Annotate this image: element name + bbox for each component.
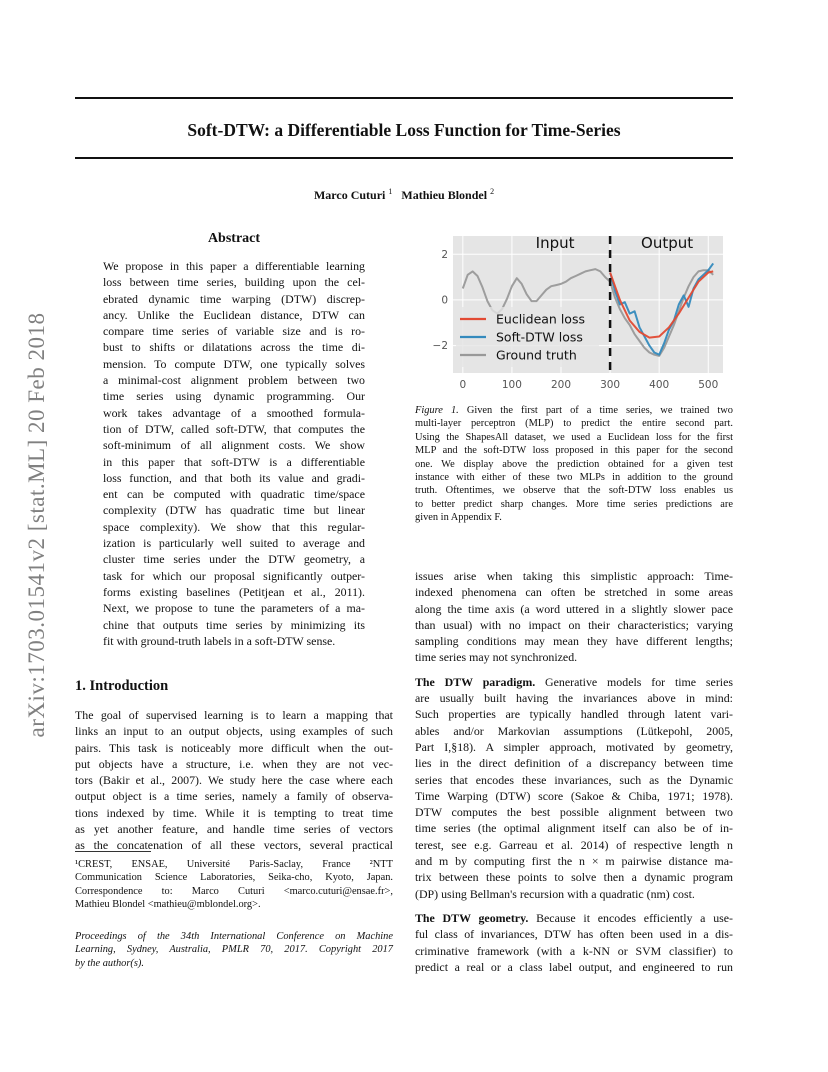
text-line: compare time series of variable size and is ro- <box>103 324 365 339</box>
abstract-heading: Abstract <box>207 231 261 246</box>
paragraph-heading: The DTW geometry. <box>415 910 529 925</box>
caption-line: to better predict sharp changes. More time series predictions are <box>415 498 733 510</box>
annotation-input: Input <box>535 234 575 252</box>
text-line: chine that outputs time series by minimizing its <box>103 617 365 632</box>
text-line: as yet another feature, and handle time series of vectors <box>75 822 393 837</box>
caption-line <box>415 404 733 417</box>
abstract-body <box>103 258 365 649</box>
text-line: lies in the direct definition of a discrepancy between time <box>415 756 733 771</box>
text-line: fit with ground-truth labels in a soft-DTW sense. <box>103 633 336 648</box>
text-line: (DP) using Bellman's recursion with a quadratic (nm) cost. <box>415 886 695 901</box>
footnote-rule <box>75 851 151 852</box>
text-line: soft-minimum of all alignment costs. We show <box>103 438 365 453</box>
section-heading-introduction: 1. Introduction <box>75 678 169 694</box>
text-line: pairs. This task is noticeably more difficult when the out- <box>75 740 393 755</box>
text-line: tion of DTW, called soft-DTW, that computes the <box>103 421 365 436</box>
x-tick-label: 500 <box>698 379 719 391</box>
text-line: task for which our proposal significantly outper- <box>103 568 365 583</box>
annotation-output: Output <box>641 234 694 252</box>
paragraph-lines <box>415 926 733 975</box>
text-line: Next, we propose to tune the parameters of a ma- <box>103 601 365 616</box>
text-line: Such properties are typically handled through latent vari- <box>415 707 733 722</box>
text-line: sampling conditions may mean they have different lengths; <box>415 634 733 649</box>
text-line: bust to shifts or dilatations across the time di- <box>103 340 365 355</box>
text-line: as the concatenation of all these vectors, several practical <box>75 838 393 853</box>
caption-line-text: Given the first part of a time series, we trained two <box>458 405 733 416</box>
figure-1-chart <box>415 228 733 405</box>
legend-label: Soft-DTW loss <box>496 329 583 345</box>
text-line: links an input to an output objects, using examples of such <box>75 724 393 739</box>
author-affiliation: 2 <box>490 187 495 196</box>
text-line: ables and/or Markovian assumptions (Lütkepohl, 2005, <box>415 723 733 738</box>
author-affiliation: 1 <box>388 187 393 196</box>
text-line: in this paper that soft-DTW is a differentiable <box>103 454 365 469</box>
caption-line: one. We display above the prediction obtained for a given test <box>415 458 733 470</box>
text-line: The goal of supervised learning is to learn a mapping that <box>75 708 393 722</box>
text-line: put objects have a structure, i.e. when they are not vec- <box>75 756 393 771</box>
text-line: cluster time series under the DTW geometry, a <box>103 552 365 567</box>
x-tick-label: 200 <box>550 379 572 391</box>
text-line: forms existing baselines (Petitjean et al., 2011). <box>103 584 365 599</box>
text-line: indexed phenomena can often be stretched in some areas <box>415 585 733 600</box>
text-line: complexity (DTW has quadratic time but linear <box>103 503 365 518</box>
arxiv-stamp-text: arXiv:1703.01541v2 [stat.ML] 20 Feb 2018 <box>24 312 49 738</box>
text-line: DTW computes the best possible alignment between two <box>415 805 733 820</box>
text-line: and m by computing first the n × m pairwise distance ma- <box>415 854 733 869</box>
text-line: mension. To compute DTW, one typically solves <box>103 356 365 371</box>
text-line: predict a real or a class label output, and engineered to run <box>415 959 733 974</box>
text-line: space complexity). We show that this regular- <box>103 519 365 534</box>
paragraph-heading: The DTW paradigm. <box>415 674 536 689</box>
paragraph-line <box>415 674 733 690</box>
footnote <box>75 858 393 912</box>
abstract-text <box>103 258 365 649</box>
text-line: a minimal-cost alignment problem between two <box>103 373 365 388</box>
text-line: are usually built having the invariances above in mind: <box>415 691 733 706</box>
caption-text <box>415 404 733 525</box>
paragraph-lines <box>415 690 733 902</box>
legend-label: Ground truth <box>496 347 577 363</box>
text-line: tors (Bakir et al., 2007). We study here the case where each <box>75 773 393 788</box>
text-line: trix between these points to solve then a dynamic program <box>415 870 733 885</box>
text-line: tions indexed by time. While it is tempting to treat time <box>75 805 393 820</box>
x-tick-label: 400 <box>649 379 670 391</box>
y-tick-label: 2 <box>441 248 448 261</box>
paragraph-dtw-paradigm <box>415 674 733 902</box>
paragraph-line <box>415 910 733 926</box>
title-rule <box>75 157 733 159</box>
caption-label: Figure 1. <box>415 405 459 416</box>
text-line: issues arise when taking this simplistic approach: Time- <box>415 569 733 583</box>
text-line: ent can be computed with quadratic time/space <box>103 487 365 502</box>
text-line: loss between time series, building upon the cel- <box>103 275 365 290</box>
text-line: We propose in this paper a differentiable learning <box>103 259 365 273</box>
text-line: time series using dynamic programming. Our <box>103 389 365 404</box>
caption-line: instance with either of these two MLPs in addition to the ground <box>415 472 733 484</box>
paragraph-line-text: Because it encodes efficiently a use- <box>528 910 733 925</box>
x-tick-label: 100 <box>501 379 522 391</box>
text-line: ization is particularly well suited to average and <box>103 536 365 551</box>
text-line: output object is a time series, namely a family of observa- <box>75 789 393 804</box>
text-line: time series (the optimal alignment itself can also be of in- <box>415 821 733 836</box>
right-column-body <box>415 568 733 975</box>
text-line: ebrated dynamic time warping (DTW) discrep- <box>103 291 365 306</box>
text-line: time series may not synchronized. <box>415 650 578 665</box>
y-tick-label: −2 <box>432 340 448 353</box>
figure-1-caption <box>415 404 733 525</box>
text-line: ¹CREST, ENSAE, Université Paris-Saclay, France ²NTT <box>75 859 393 870</box>
introduction-text <box>75 707 393 854</box>
paragraph-line-text: Generative models for time series <box>535 674 733 689</box>
caption-line: truth. Oftentimes, we observe that the soft-DTW loss enables us <box>415 485 733 497</box>
caption-line: MLP and the soft-DTW loss proposed in this paper for the second <box>415 445 733 457</box>
proceedings-note <box>75 930 393 970</box>
paragraph-issues <box>415 568 733 666</box>
paper-title: Soft-DTW: a Differentiable Loss Function for Time-Series <box>187 120 621 140</box>
text-line: series that encodes these invariances, such as the Dynamic <box>415 772 733 787</box>
caption-line: multi-layer perceptron (MLP) to predict the entire second part. <box>415 418 733 430</box>
author-name: Mathieu Blondel <box>401 188 488 202</box>
chart-svg <box>415 228 733 400</box>
text-line: than usual) with no impact on their characteristics; varying <box>415 617 733 632</box>
text-line: Time Warping (DTW) score (Sakoe & Chiba, 1971; 1978). <box>415 788 733 803</box>
y-tick-label: 0 <box>441 294 448 307</box>
text-line: criminative framework (with a k-NN or SVM classifier) to <box>415 943 733 958</box>
text-line: by the author(s). <box>75 957 144 969</box>
paragraph-dtw-geometry <box>415 910 733 975</box>
caption-line: Using the ShapesAll dataset, we used a Euclidean loss for the first <box>415 431 733 443</box>
text-line: Proceedings of the 34th International Conference on Machine <box>75 931 393 942</box>
text-line: Part I,§18). A simpler approach, motivated by geometry, <box>415 739 733 754</box>
text-line: terest, see e.g. Garreau et al. 2014) of respective length n <box>415 837 733 852</box>
legend-label: Euclidean loss <box>496 311 585 327</box>
text-line: Correspondence to: Marco Cuturi <marco.cuturi@ensae.fr>, <box>75 885 393 897</box>
introduction-body <box>75 707 393 854</box>
text-line: Communication Science Laboratories, Seika-cho, Kyoto, Japan. <box>75 872 393 884</box>
text-line: along the time axis (a word uttered in a slightly slower pace <box>415 601 733 616</box>
proceedings-text <box>75 930 393 970</box>
x-tick-label: 0 <box>459 379 467 391</box>
text-line: work takes advantage of a smoothed formula- <box>103 405 365 420</box>
x-tick-label: 300 <box>600 379 621 391</box>
footnote-text <box>75 858 393 912</box>
caption-line: given in Appendix F. <box>415 512 502 524</box>
top-rule <box>75 97 733 99</box>
text-line: ful class of invariances, DTW has often been used in a dis- <box>415 927 733 942</box>
author-name: Marco Cuturi <box>313 188 386 202</box>
text-line: loss function, and that both its value and gradi- <box>103 470 365 485</box>
author-list <box>75 187 733 203</box>
text-line: ancy. Unlike the Euclidean distance, DTW can <box>103 307 365 322</box>
text-line: Learning, Sydney, Australia, PMLR 70, 2017. Copyright 2017 <box>75 944 393 956</box>
text-line: Mathieu Blondel <mathieu@mblondel.org>. <box>75 899 261 911</box>
